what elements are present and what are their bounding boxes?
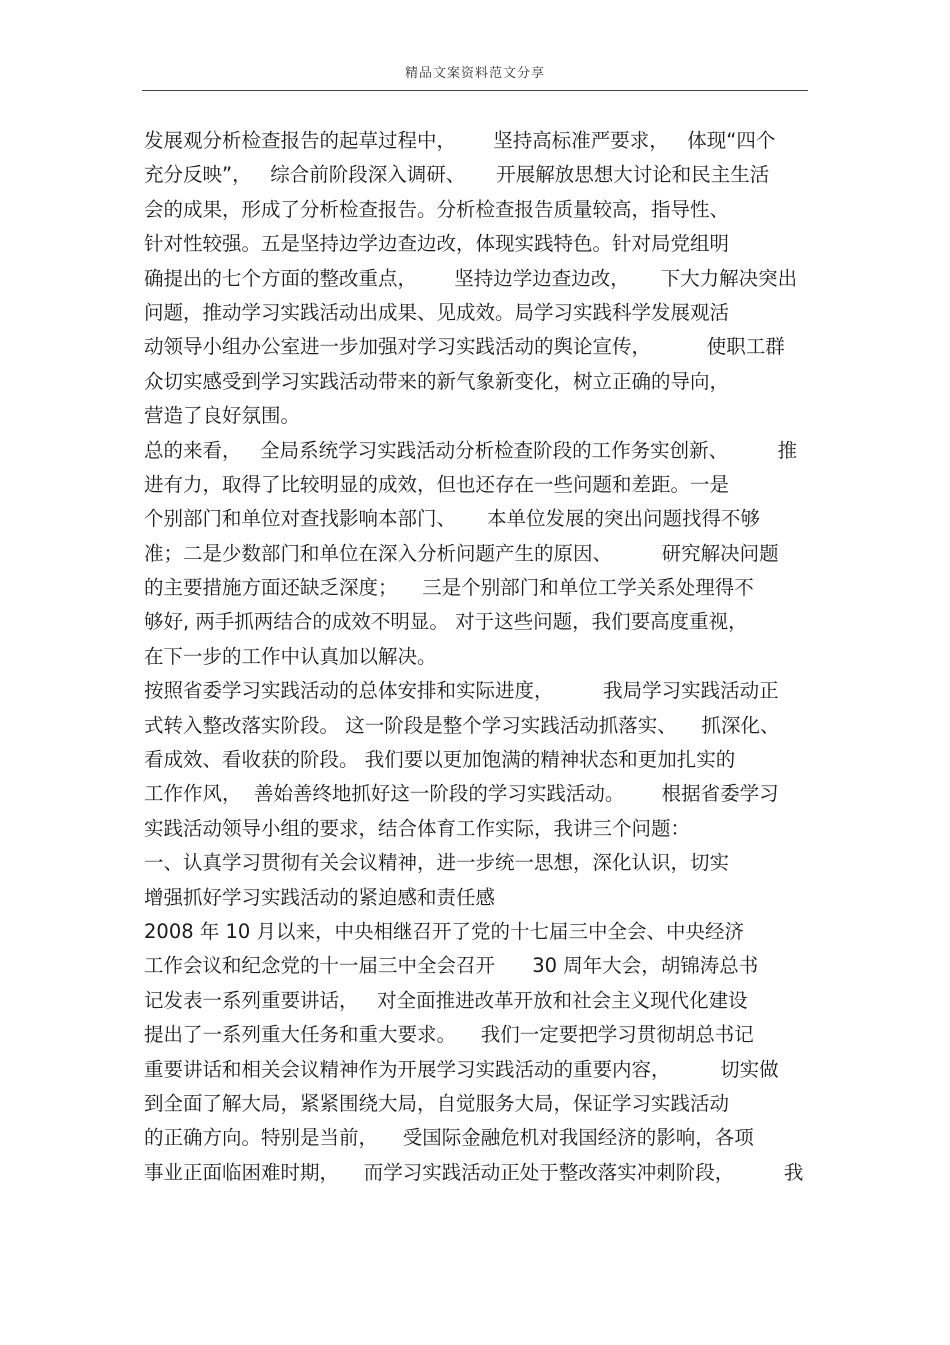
text-line: 发展观分析检查报告的起草过程中， 坚持高标准严要求， 体现“四个 (144, 129, 776, 152)
document-body (144, 124, 810, 1190)
text-line: 的主要措施方面还缺乏深度； 三是个别部门和单位工学关系处理得不 (144, 576, 754, 600)
text-line: 针对性较强。五是坚持边学边查边改，体现实践特色。针对局党组明 (144, 232, 730, 256)
text-line: 的正确方向。特别是当前， 受国际金融危机对我国经济的影响，各项 (144, 1126, 754, 1150)
text-line: 事业正面临困难时期， 而学习实践活动正处于整改落实冲刺阶段， 我 (144, 1160, 804, 1184)
text-line: 记发表一系列重要讲话， 对全面推进改革开放和社会主义现代化建设 (144, 988, 748, 1012)
text-line: 看成效、看收获的阶段。 我们要以更加饱满的精神状态和更加扎实的 (144, 748, 736, 772)
text-line: 准；二是少数部门和单位在深入分析问题产生的原因、 研究解决问题 (144, 541, 779, 565)
section-heading: 增强抓好学习实践活动的紧迫感和责任感 (144, 885, 496, 909)
text-line: 众切实感受到学习实践活动带来的新气象新变化，树立正确的导向， (144, 369, 730, 393)
section-heading: 一、认真学习贯彻有关会议精神，进一步统一思想，深化认识，切实 (144, 851, 730, 875)
header-divider (142, 90, 808, 91)
text-line: 按照省委学习实践活动的总体安排和实际进度， 我局学习实践活动正 (144, 679, 779, 703)
text-line: 到全面了解大局，紧紧围绕大局，自觉服务大局，保证学习实践活动 (144, 1091, 730, 1115)
text-line: 确提出的七个方面的整改重点， 坚持边学边查边改， 下大力解决突出 (144, 266, 798, 290)
text-line: 实践活动领导小组的要求，结合体育工作实际，我讲三个问题： (144, 816, 691, 840)
text-line: 2008 年 10 月以来，中央相继召开了党的十七届三中全会、中央经济 (144, 919, 745, 943)
text-line: 式转入整改落实阶段。 这一阶段是整个学习实践活动抓落实、 抓深化、 (144, 713, 780, 737)
text-line: 进有力，取得了比较明显的成效，但也还存在一些问题和差距。一是 (144, 472, 730, 496)
text-line: 动领导小组办公室进一步加强对学习实践活动的舆论宣传， 使职工群 (144, 335, 785, 359)
page-header: 精品文案资料范文分享 (404, 66, 545, 81)
text-line: 问题，推动学习实践活动出成果、见成效。局学习实践科学发展观活 (144, 300, 730, 324)
text-line: 营造了良好氛围。 (144, 404, 301, 428)
text-line: 总的来看， 全局系统学习实践活动分析检查阶段的工作务实创新、 推 (144, 438, 798, 462)
text-line: 会的成果，形成了分析检查报告。分析检查报告质量较高，指导性、 (144, 197, 730, 221)
text-line: 个别部门和单位对查找影响本部门、 本单位发展的突出问题找得不够 (144, 507, 760, 531)
text-line: 工作作风， 善始善终地抓好这一阶段的学习实践活动。 根据省委学习 (144, 782, 779, 806)
text-line: 重要讲话和相关会议精神作为开展学习实践活动的重要内容， 切实做 (144, 1057, 779, 1081)
text-line: 提出了一系列重大任务和重大要求。 我们一定要把学习贯彻胡总书记 (144, 1023, 754, 1047)
text-line: 够好, 两手抓两结合的成效不明显。 对于这些问题，我们要高度重视， (144, 610, 748, 634)
text-line: 在下一步的工作中认真加以解决。 (144, 644, 437, 668)
text-line: 工作会议和纪念党的十一届三中全会召开 30 周年大会，胡锦涛总书 (144, 954, 759, 978)
text-line: 充分反映”， 综合前阶段深入调研、 开展解放思想大讨论和民主生活 (144, 163, 770, 187)
